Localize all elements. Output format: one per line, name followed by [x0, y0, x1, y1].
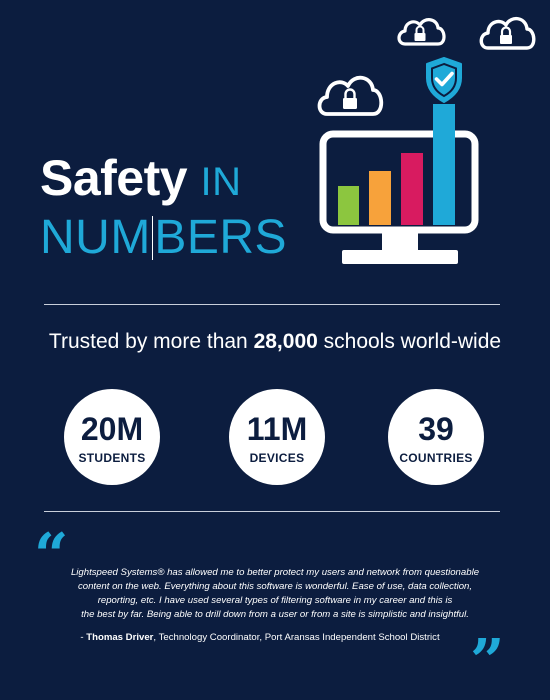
cloud-lock-icon	[320, 78, 382, 114]
testimonial-line: the best by far. Being able to drill down from a user or from a site is simplistic and insightful.	[81, 609, 469, 620]
close-quote-icon: ”	[470, 627, 505, 697]
stat-label: COUNTRIES	[399, 451, 473, 465]
cloud-lock-icon	[399, 20, 444, 44]
bar-chart-icon	[338, 104, 455, 225]
trusted-suffix: schools world-wide	[317, 330, 502, 353]
open-quote-icon: “	[34, 521, 69, 591]
stat-countries	[388, 389, 484, 485]
stats-row	[0, 389, 550, 485]
testimonial-line: reporting, etc. I have used several types of filtering software in my career and this is	[97, 595, 453, 606]
divider-bottom	[44, 511, 500, 512]
testimonial-line: Lightspeed Systems® has allowed me to better protect my users and network from questionable	[70, 567, 480, 578]
testimonial-text	[60, 566, 490, 622]
title-word-in: IN	[200, 160, 242, 204]
trusted-prefix: Trusted by more than	[48, 330, 254, 353]
title-word-safety: Safety	[40, 150, 188, 206]
testimonial-line: content on the web. Everything about this software is wonderful. Ease of use, data collection,	[77, 581, 473, 592]
cloud-lock-icon	[481, 19, 534, 48]
stat-devices	[229, 389, 325, 485]
trusted-count: 28,000	[253, 330, 318, 353]
attribution-dash: -	[80, 632, 87, 643]
hero-title	[40, 150, 320, 266]
stat-value: 20M	[80, 411, 144, 447]
title-word-bers: BERS	[154, 211, 288, 264]
stat-value: 39	[418, 411, 454, 447]
shield-check-icon	[427, 58, 461, 102]
trusted-statement	[0, 328, 550, 356]
divider-top	[44, 304, 500, 305]
stat-value: 11M	[246, 411, 308, 447]
attribution-author: Thomas Driver	[86, 632, 154, 643]
title-word-num: NUM	[40, 211, 151, 264]
testimonial-attribution	[60, 631, 460, 645]
security-illustration	[300, 0, 550, 290]
stat-students	[64, 389, 160, 485]
title-cursor-divider	[152, 216, 154, 260]
title-line-1	[40, 150, 320, 210]
stat-label: STUDENTS	[78, 451, 146, 465]
stat-label: DEVICES	[249, 451, 305, 465]
title-line-2	[40, 210, 320, 266]
attribution-role: , Technology Coordinator, Port Aransas Independent School District	[153, 632, 440, 643]
